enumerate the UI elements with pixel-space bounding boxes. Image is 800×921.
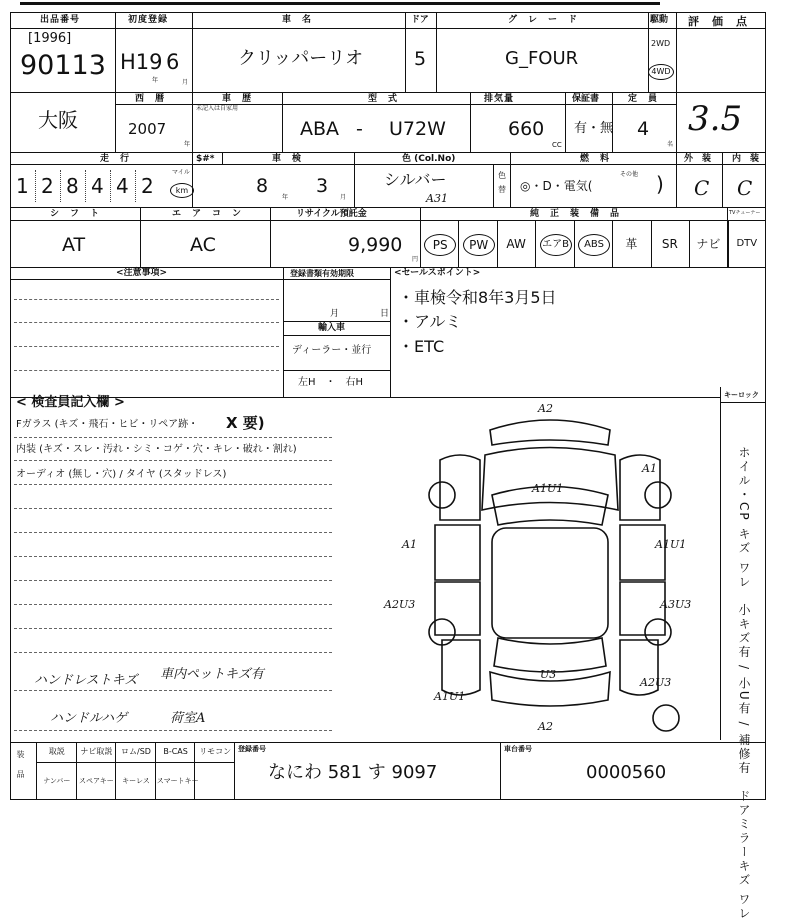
sales-point-2: ・アルミ [398, 312, 462, 331]
capacity-label: 定 員 [628, 94, 659, 104]
equipment-item: ナビ [696, 237, 721, 251]
inspector-title: < 検査員記入欄 > [16, 395, 125, 410]
vehicle-damage-diagram [380, 400, 720, 740]
handwritten-note-2b: 荷室A [170, 711, 206, 726]
recheck-label: $#* [196, 154, 215, 164]
color-value: シルバー [384, 170, 447, 189]
insp-line-1 [14, 437, 332, 438]
insp-line-10 [14, 652, 332, 653]
grade-label: グ レ ー ド [508, 15, 579, 25]
color-change-1: 色 [498, 171, 506, 180]
insp-line-3 [14, 484, 332, 485]
key-header-line [720, 402, 766, 403]
equipment-separator [458, 221, 459, 267]
insp-line-2 [14, 460, 332, 461]
caution-header-line [10, 279, 283, 280]
lot-number: 90113 [20, 50, 106, 81]
r4v2 [270, 207, 271, 267]
equipment-separator [574, 221, 575, 267]
rear-glass-shape [494, 638, 606, 672]
mark-left-rear-quarter: A1U1 [434, 690, 466, 703]
reg-label: 初度登録 [128, 15, 169, 25]
left-rear-door [435, 582, 480, 635]
v3 [405, 12, 406, 92]
footer-v3 [500, 742, 501, 800]
equipment-item: AW [506, 237, 526, 251]
shift: AT [62, 234, 86, 256]
caution-line-3 [14, 346, 279, 347]
equipment-item: DTV [736, 238, 758, 249]
doc-header-line [283, 279, 390, 280]
mileage-label: 走 行 [100, 154, 131, 164]
doors: 5 [414, 48, 427, 70]
mark-rear-bumper: A2 [538, 720, 553, 733]
roof-shape [492, 528, 608, 638]
insp-year: 8 [256, 175, 269, 197]
fuel-close: ) [656, 172, 664, 196]
drive-label: 駆動 [650, 15, 669, 25]
doc-line-4 [283, 370, 390, 371]
color-code: A31 [426, 192, 448, 205]
r2v2 [192, 92, 193, 152]
option-row1-item: リモコン [199, 747, 232, 756]
mark-front-bumper: A2 [538, 402, 553, 415]
left-front-door [435, 525, 480, 580]
mark-left-front-door: A1 [402, 538, 417, 551]
option-separator [155, 742, 156, 800]
r4v1 [140, 207, 141, 267]
color-change-2: 替 [498, 185, 506, 194]
insp-line-12 [14, 730, 332, 731]
mark-right-rear-door: A3U3 [660, 598, 692, 611]
region: 大阪 [38, 108, 78, 132]
row1-bottom-line [10, 92, 766, 93]
import-label: 輸入車 [318, 323, 346, 333]
insp-line-7 [14, 580, 332, 581]
insp-line-5 [14, 532, 332, 533]
displacement-label: 排気量 [484, 94, 515, 104]
plate-label: 登録番号 [238, 745, 266, 753]
sales-point-3: ・ETC [398, 337, 445, 356]
footer-top-line [10, 742, 766, 743]
insp-line-4 [14, 508, 332, 509]
reg-era: H19 [120, 50, 163, 74]
front-left-wheel [429, 482, 455, 508]
right-front-door [620, 525, 665, 580]
caution-label: <注意事項> [116, 268, 168, 278]
model-dash: - [356, 118, 363, 140]
dealer-parallel: ディーラー・並行 [292, 345, 372, 356]
equipment-item: エアB [540, 234, 572, 256]
equipment-item: 革 [625, 237, 638, 251]
fuel-label: 燃 料 [580, 154, 611, 164]
hood-shape [482, 448, 618, 511]
mark-left-rear-door: A2U3 [384, 598, 416, 611]
grade: G_FOUR [505, 48, 579, 69]
option-row1-item: ナビ取説 [80, 747, 113, 756]
equipment-separator [651, 221, 652, 267]
exterior-label: 外 装 [684, 154, 712, 164]
r3v3 [354, 152, 355, 207]
row3-header-line [10, 164, 766, 165]
mileage-digit: 8 [66, 174, 79, 198]
r2v3 [282, 92, 283, 152]
year-code: [1996] [28, 31, 72, 46]
mileage-digit: 4 [91, 174, 104, 198]
insp-month-unit: 月 [340, 194, 347, 201]
steering-side: 左H ・ 右H [298, 377, 364, 388]
spare-wheel-mark [653, 705, 679, 731]
interior-damage-line: 内装 (キズ・スレ・汚れ・シミ・コゲ・穴・キレ・破れ・割れ) [16, 444, 297, 455]
score-label: 評 価 点 [688, 15, 748, 28]
audio-tire-line: オーディオ (無し・穴) / タイヤ (スタッドレス) [16, 469, 227, 480]
history-label: 車 歴 [222, 94, 253, 104]
month-unit: 月 [182, 79, 189, 86]
r2v7 [676, 92, 677, 152]
insp-month: 3 [316, 175, 329, 197]
mileage-separator [35, 170, 36, 202]
caution-line-2 [14, 322, 279, 323]
displacement: 660 [508, 118, 545, 140]
option-row2-item: スマートキー [156, 777, 199, 785]
row3-bottom-line [10, 207, 766, 208]
mark-right-rear-quarter: A2U3 [640, 676, 672, 689]
equipment-separator [612, 221, 613, 267]
r3v4 [493, 165, 494, 207]
r4v3 [420, 207, 421, 267]
mark-hood: A1U1 [532, 482, 564, 495]
mileage-digit: 2 [141, 174, 154, 198]
r2v1 [115, 92, 116, 152]
v6 [676, 12, 677, 92]
glass-line: Fガラス (キズ・飛石・ヒビ・リペア跡・ [16, 419, 199, 430]
mileage-separator [85, 170, 86, 202]
color-label: 色 (Col.No) [402, 154, 456, 164]
doc-line-2 [283, 321, 390, 322]
option-row2-item: ナンバー [43, 777, 71, 785]
row2-bottom-line [10, 152, 766, 153]
equipment-item: ABS [578, 234, 610, 256]
v1 [115, 12, 116, 92]
year-unit: 年 [152, 77, 159, 84]
doc-expiry-label: 登録書類有効期限 [290, 269, 354, 278]
row1-header-line [10, 28, 766, 29]
equipment-item: SR [661, 237, 678, 251]
option-row2-item: スペアキー [79, 777, 114, 785]
shift-label: シ フ ト [50, 209, 101, 219]
exterior-grade: C [694, 176, 710, 200]
ac-label: エ ア コ ン [172, 209, 243, 219]
insp-line-11 [14, 690, 332, 691]
caution-line-4 [14, 370, 279, 371]
capacity: 4 [637, 118, 650, 140]
footer-v2 [234, 742, 235, 800]
option-row1-item: ロム/SD [121, 747, 151, 756]
interior-grade: C [737, 176, 753, 200]
fuel-other: その他 [620, 171, 639, 178]
caution-line-1 [14, 299, 279, 300]
notes-v1 [283, 267, 284, 397]
notes-v2 [390, 267, 391, 397]
doc-line-3 [283, 335, 390, 336]
left-rear-quarter [442, 640, 480, 695]
top-clip-line [20, 2, 660, 5]
warranty: 有・無 [574, 121, 614, 136]
glass-mark: X 要) [226, 414, 265, 432]
option-separator [76, 742, 77, 800]
option-separator [115, 742, 116, 800]
row4-header-line [10, 220, 766, 221]
front-bumper-shape [490, 420, 610, 445]
equipment-separator [689, 221, 690, 267]
mileage-digit: 4 [116, 174, 129, 198]
interior-label: 内 装 [732, 154, 760, 164]
r3v6 [676, 152, 677, 207]
front-right-wheel [645, 482, 671, 508]
inspection-label: 車 検 [272, 154, 303, 164]
sales-point-label: <セールスポイント> [394, 268, 481, 278]
recycle-label: リサイクル預託金 [296, 209, 367, 219]
car-name-label: 車 名 [282, 15, 313, 25]
wheel-mirror-legend: ホイル・CP キズ ワレ 小キズ有 / 小U有 / 補修有 ドアミラーキズ ワレ [737, 446, 751, 921]
doc-month-char: 月 [330, 309, 340, 319]
option-row1-item: 取説 [48, 747, 65, 756]
equipment-separator [728, 221, 729, 267]
option-row1-item: B-CAS [163, 747, 188, 756]
cc-unit: CC [552, 141, 562, 149]
mile-unit: マイル [172, 169, 190, 176]
sales-point-1: ・車検令和8年3月5日 [398, 288, 557, 307]
v2 [192, 12, 193, 92]
insp-line-9 [14, 628, 332, 629]
handwritten-note-2a: ハンドルハゲ [50, 711, 128, 726]
v4 [436, 12, 437, 92]
score-value: 3.5 [688, 99, 743, 139]
r3v2 [222, 152, 223, 164]
r3v1 [192, 152, 193, 207]
lot-label: 出品番号 [40, 15, 81, 25]
footer-mid-line [36, 762, 234, 763]
equipment-separator [497, 221, 498, 267]
warranty-label: 保証書 [572, 94, 600, 104]
mark-rear-glass: U3 [540, 668, 557, 681]
model-code: U72W [389, 118, 446, 140]
equipment-item: PS [424, 234, 456, 256]
drive-2wd: 2WD [651, 39, 671, 48]
mark-right-front-door: A1U1 [655, 538, 687, 551]
door-label: ドア [411, 15, 429, 25]
western-year-label: 西 暦 [135, 94, 166, 104]
option-row2-item: キーレス [122, 777, 150, 785]
right-rear-door [620, 582, 665, 635]
insp-line-8 [14, 604, 332, 605]
reg-month: 6 [166, 50, 180, 74]
doc-day-char: 日 [380, 309, 390, 319]
chassis-label: 車台番号 [504, 745, 532, 753]
model-label: 型 式 [368, 94, 399, 104]
option-separator [194, 742, 195, 800]
recycle-fee: 9,990 [348, 234, 403, 256]
model-prefix: ABA [300, 118, 340, 140]
capacity-unit: 名 [667, 141, 674, 148]
equipment-label: 純 正 装 備 品 [530, 209, 621, 219]
mark-right-fender: A1 [642, 462, 657, 475]
km-unit: km [170, 183, 194, 198]
insp-line-6 [14, 556, 332, 557]
mileage-digit: 1 [16, 174, 29, 198]
western-year: 2007 [128, 120, 167, 138]
drive-4wd: 4WD [648, 64, 674, 80]
history-sub: 未記入は自家用 [196, 105, 239, 112]
v5 [648, 12, 649, 92]
tv-tuner-label: TVチューナー [729, 210, 761, 216]
options-column-label: 装 品 [16, 750, 25, 780]
year-unit-2: 年 [184, 141, 191, 148]
key-lock-label: キーロック [724, 391, 759, 399]
car-name: クリッパーリオ [238, 48, 364, 69]
mileage-digit: 2 [41, 174, 54, 198]
r2v5 [565, 92, 566, 152]
mileage-separator [60, 170, 61, 202]
chassis-number: 0000560 [586, 762, 667, 783]
plate-number: なにわ 581 す 9097 [268, 762, 438, 783]
insp-year-unit: 年 [282, 194, 289, 201]
r3v7 [722, 152, 723, 207]
handwritten-note-1a: ハンドレストキズ [34, 673, 138, 688]
equipment-item: PW [463, 234, 495, 256]
left-front-fender [440, 455, 480, 520]
fuel-value: ◎・D・電気( [520, 179, 593, 193]
mileage-separator [110, 170, 111, 202]
yen-unit: 円 [412, 256, 419, 263]
handwritten-note-1b: 車内ペットキズ有 [160, 667, 264, 682]
mileage-separator [135, 170, 136, 202]
r2v4 [470, 92, 471, 152]
ac: AC [190, 234, 216, 256]
equipment-separator [535, 221, 536, 267]
footer-v1 [36, 742, 37, 800]
r3v5 [510, 152, 511, 207]
side-column-line [720, 387, 721, 740]
